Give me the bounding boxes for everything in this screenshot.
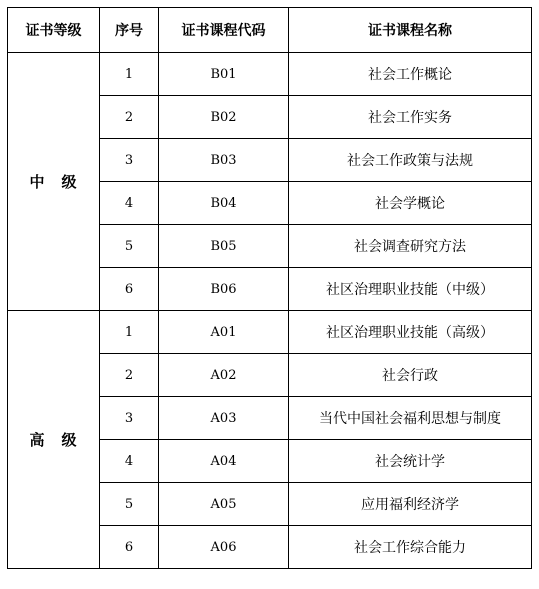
row-course-code: B02	[159, 96, 289, 139]
row-number: 1	[100, 53, 159, 96]
row-course-name: 社区治理职业技能（中级）	[289, 268, 532, 311]
row-number: 6	[100, 268, 159, 311]
row-course-code: B05	[159, 225, 289, 268]
row-number: 5	[100, 483, 159, 526]
row-course-name: 社会工作实务	[289, 96, 532, 139]
header-cert-level: 证书等级	[8, 8, 100, 53]
row-course-name: 社会工作综合能力	[289, 526, 532, 569]
row-course-code: B06	[159, 268, 289, 311]
row-course-name: 社会学概论	[289, 182, 532, 225]
row-course-code: A03	[159, 397, 289, 440]
row-number: 3	[100, 397, 159, 440]
header-course-name: 证书课程名称	[289, 8, 532, 53]
row-course-code: B04	[159, 182, 289, 225]
header-course-code: 证书课程代码	[159, 8, 289, 53]
header-serial-number: 序号	[100, 8, 159, 53]
row-number: 5	[100, 225, 159, 268]
row-course-code: A06	[159, 526, 289, 569]
row-course-name: 社会调查研究方法	[289, 225, 532, 268]
row-course-name: 应用福利经济学	[289, 483, 532, 526]
row-number: 4	[100, 182, 159, 225]
row-course-code: A02	[159, 354, 289, 397]
row-number: 4	[100, 440, 159, 483]
table-row	[8, 53, 532, 96]
row-number: 3	[100, 139, 159, 182]
row-number: 1	[100, 311, 159, 354]
row-number: 6	[100, 526, 159, 569]
row-course-name: 社会工作概论	[289, 53, 532, 96]
row-course-code: A04	[159, 440, 289, 483]
row-number: 2	[100, 96, 159, 139]
level-intermediate: 中 级	[8, 53, 100, 311]
row-course-code: B01	[159, 53, 289, 96]
row-course-name: 社会工作政策与法规	[289, 139, 532, 182]
row-number: 2	[100, 354, 159, 397]
row-course-name: 当代中国社会福利思想与制度	[289, 397, 532, 440]
certificate-course-table	[7, 7, 532, 569]
row-course-code: A05	[159, 483, 289, 526]
table-row	[8, 311, 532, 354]
table-header-row	[8, 8, 532, 53]
level-advanced: 高 级	[8, 311, 100, 569]
row-course-name: 社会统计学	[289, 440, 532, 483]
row-course-code: A01	[159, 311, 289, 354]
row-course-name: 社区治理职业技能（高级）	[289, 311, 532, 354]
row-course-code: B03	[159, 139, 289, 182]
row-course-name: 社会行政	[289, 354, 532, 397]
